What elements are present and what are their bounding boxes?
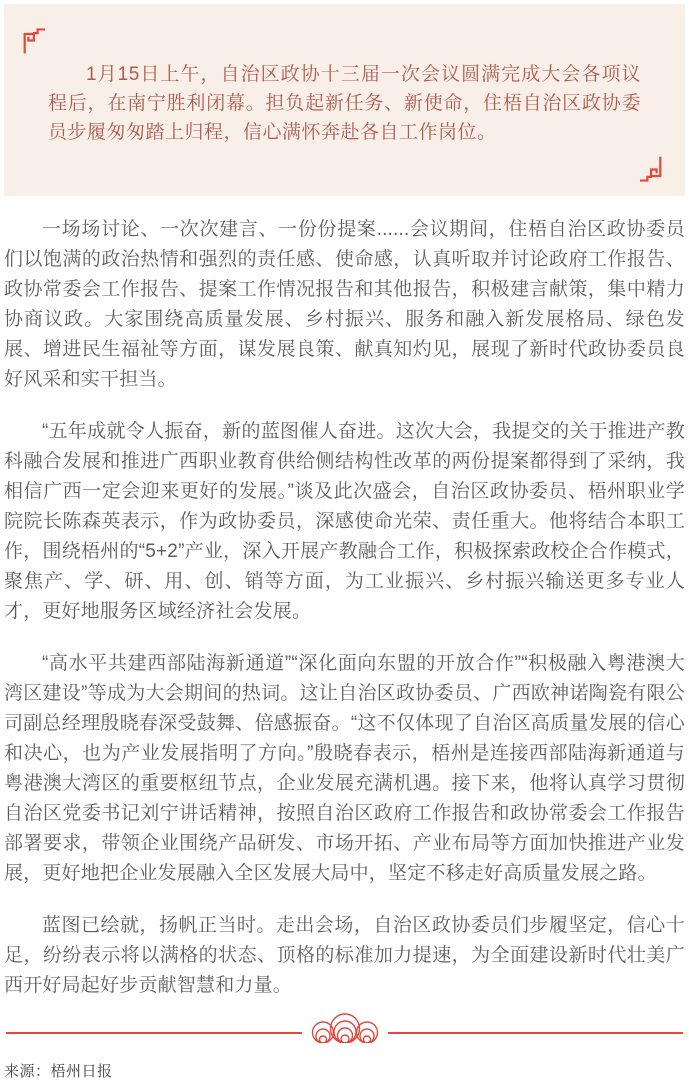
section-divider — [6, 1013, 683, 1045]
article-paragraph: “高水平共建西部陆海新通道”“深化面向东盟的开放合作”“积极融入粤港澳大湾区建设”等成为大会期间的热词。这让自治区政协委员、广西欧神诺陶瓷有限公司副总经理殷晓春深受鼓舞、倍感振奋。“这不仅体现了自治区高质量发展的信心和决心，也为产业发展指明了方向。”殷晓春表示，梧州是连接西部陆海新通道与粤港澳大湾区的重要枢纽节点，企业发展充满机遇。接下来，他将认真学习贯彻自治区党委书记刘宁讲话精神，按照自治区政府工作报告和政协常委会工作报告部署要求，带领企业围绕产品研发、市场开拓、产业布局等方面加快推进产业发展，更好地把企业发展融入全区发展大局中，坚定不移走好高质量发展之路。 — [4, 653, 685, 884]
article-paragraph: 蓝图已绘就，扬帆正当时。走出会场，自治区政协委员们步履坚定，信心十足，纷纷表示将以满格的状态、顶格的标准加力提速，为全面建设新时代壮美广西开好局起好步贡献智慧和力量。 — [4, 915, 685, 996]
fret-corner-icon — [640, 156, 664, 183]
auspicious-clouds-icon — [311, 1013, 379, 1045]
source-credit: 来源：梧州日报 — [4, 1063, 113, 1080]
article-paragraph: “五年成就令人振奋，新的蓝图催人奋进。这次大会，我提交的关于推进产教科融合发展和推进广西职业教育供给侧结构性改革的两份提案都得到了采纳，我相信广西一定会迎来更好的发展。”谈及此次盛会，自治区政协委员、梧州职业学院院长陈森英表示，作为政协委员，深感使命光荣、责任重大。他将结合本职工作，围绕梧州的“5+2”产业，深入开展产教融合工作，积极探索政校企合作模式，聚焦产、学、研、用、创、销等方面，为工业振兴、乡村振兴输送更多专业人才，更好地服务区域经济社会发展。 — [4, 421, 685, 622]
intro-highlight-box — [4, 4, 685, 196]
article-paragraph: 一场场讨论、一次次建言、一份份提案......会议期间，住梧自治区政协委员们以饱满的政治热情和强烈的责任感、使命感，认真听取并讨论政府工作报告、政协常委会工作报告、提案工作情况报告和其他报告，积极建言献策，集中精力协商议政。大家围绕高质量发展、乡村振兴、服务和融入新发展格局、绿色发展、增进民生福祉等方面，谋发展良策、献真知灼见，展现了新时代政协委员良好风采和实干担当。 — [4, 219, 685, 390]
article-page — [0, 4, 689, 1087]
article-body — [4, 215, 685, 1001]
divider-line — [6, 1032, 302, 1034]
intro-text: 1月15日上午，自治区政协十三届一次会议圆满完成大会各项议程后，在南宁胜利闭幕。担负起新任务、新使命，住梧自治区政协委员步履匆匆踏上归程，信心满怀奔赴各自工作岗位。 — [48, 64, 641, 143]
fret-corner-icon — [21, 27, 45, 54]
divider-line — [388, 1032, 684, 1034]
